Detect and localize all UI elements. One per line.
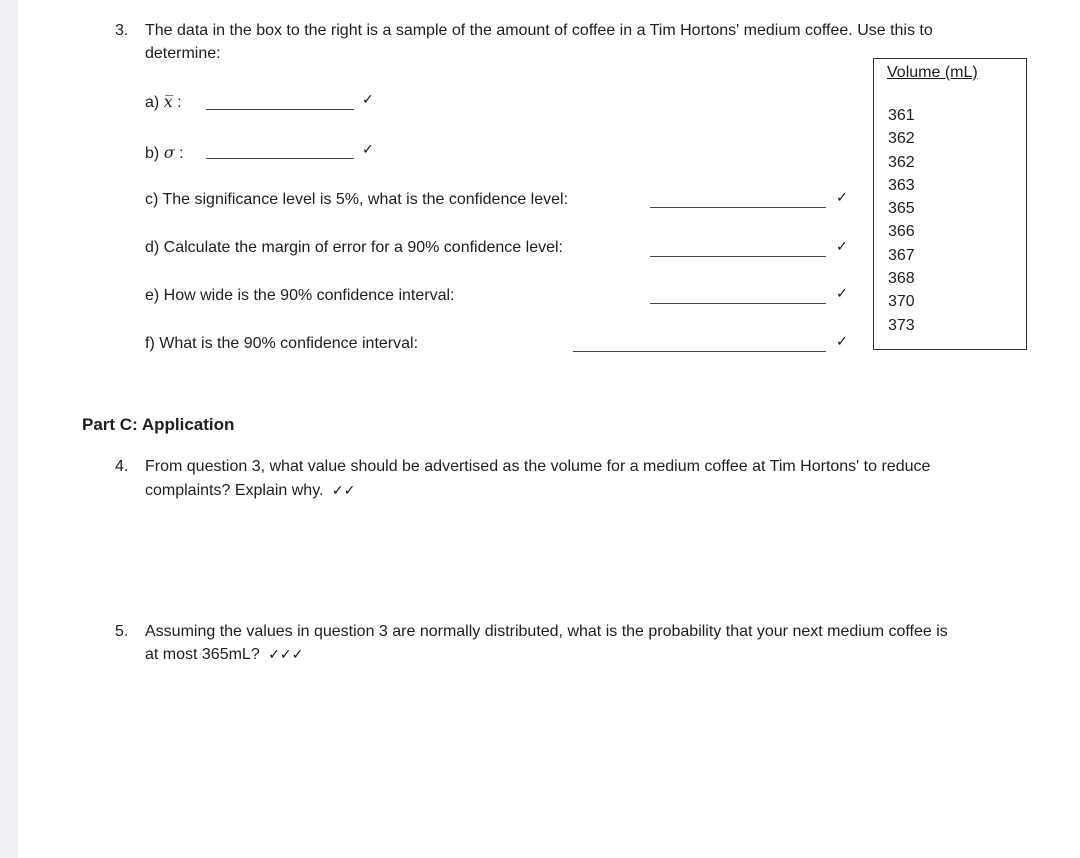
q4-text-line2 [145, 481, 355, 501]
volume-value: 366 [888, 223, 915, 241]
q3a-colon: : [177, 94, 182, 111]
q3f-label: f) What is the 90% confidence interval: [145, 335, 419, 352]
q3a-label [145, 92, 182, 113]
q5-check-marks: ✓✓✓ [268, 647, 304, 663]
x-bar-symbol: x̅ [163, 92, 173, 111]
q3a-check-mark: ✓ [362, 92, 374, 108]
q3-text-line2: determine: [145, 45, 221, 62]
volume-value: 368 [888, 270, 915, 288]
worksheet-page [18, 0, 1080, 858]
q4-check-marks: ✓✓ [331, 483, 356, 499]
volume-value: 361 [888, 107, 915, 124]
volume-value: 373 [888, 316, 915, 334]
volume-header: Volume (mL) [887, 64, 978, 81]
q3c-check-mark: ✓ [836, 190, 848, 206]
q4-number: 4. [115, 458, 129, 475]
volume-value: 365 [888, 200, 915, 218]
q3d-check-mark: ✓ [836, 239, 848, 255]
volume-value: 362 [888, 130, 915, 148]
q3-number: 3. [115, 22, 129, 39]
q3e-answer-line[interactable] [650, 303, 826, 304]
q3d-answer-line[interactable] [650, 256, 826, 257]
volume-value: 362 [888, 153, 915, 171]
q4-question: complaints? Explain why. [145, 482, 324, 499]
sigma-symbol: σ [163, 143, 175, 162]
q3-text-line1: The data in the box to the right is a sample of the amount of coffee in a Tim Hortons' medium coffee. Use this to [145, 22, 933, 39]
q3f-answer-line[interactable] [573, 351, 826, 352]
q3b-check-mark: ✓ [362, 142, 374, 158]
q3b-answer-line[interactable] [206, 158, 354, 159]
part-c-heading: Part C: Application [82, 415, 235, 434]
q3e-label: e) How wide is the 90% confidence interval: [145, 287, 455, 304]
q5-number: 5. [115, 623, 129, 640]
q3b-colon: : [179, 145, 184, 162]
q5-text-line2 [145, 645, 303, 665]
q3b-label [145, 143, 184, 164]
q3a-answer-line[interactable] [206, 109, 354, 110]
q3e-check-mark: ✓ [836, 286, 848, 302]
volume-data-box [873, 58, 1027, 350]
q3f-check-mark: ✓ [836, 334, 848, 350]
q3c-label: c) The significance level is 5%, what is the confidence level: [145, 191, 569, 208]
volume-values-list [888, 104, 915, 337]
volume-value: 370 [888, 293, 915, 311]
q5-text-line1: Assuming the values in question 3 are normally distributed, what is the probability that your next medium coffee is [145, 623, 948, 640]
q3d-label: d) Calculate the margin of error for a 90% confidence level: [145, 239, 563, 256]
q5-question: at most 365mL? [145, 646, 260, 663]
q3b-prefix: b) [145, 145, 160, 162]
q3c-answer-line[interactable] [650, 207, 826, 208]
q4-text-line1: From question 3, what value should be advertised as the volume for a medium coffee at Tim Hortons' to reduce [145, 458, 931, 475]
volume-value: 363 [888, 176, 915, 194]
q3a-prefix: a) [145, 94, 160, 111]
volume-value: 367 [888, 246, 915, 264]
